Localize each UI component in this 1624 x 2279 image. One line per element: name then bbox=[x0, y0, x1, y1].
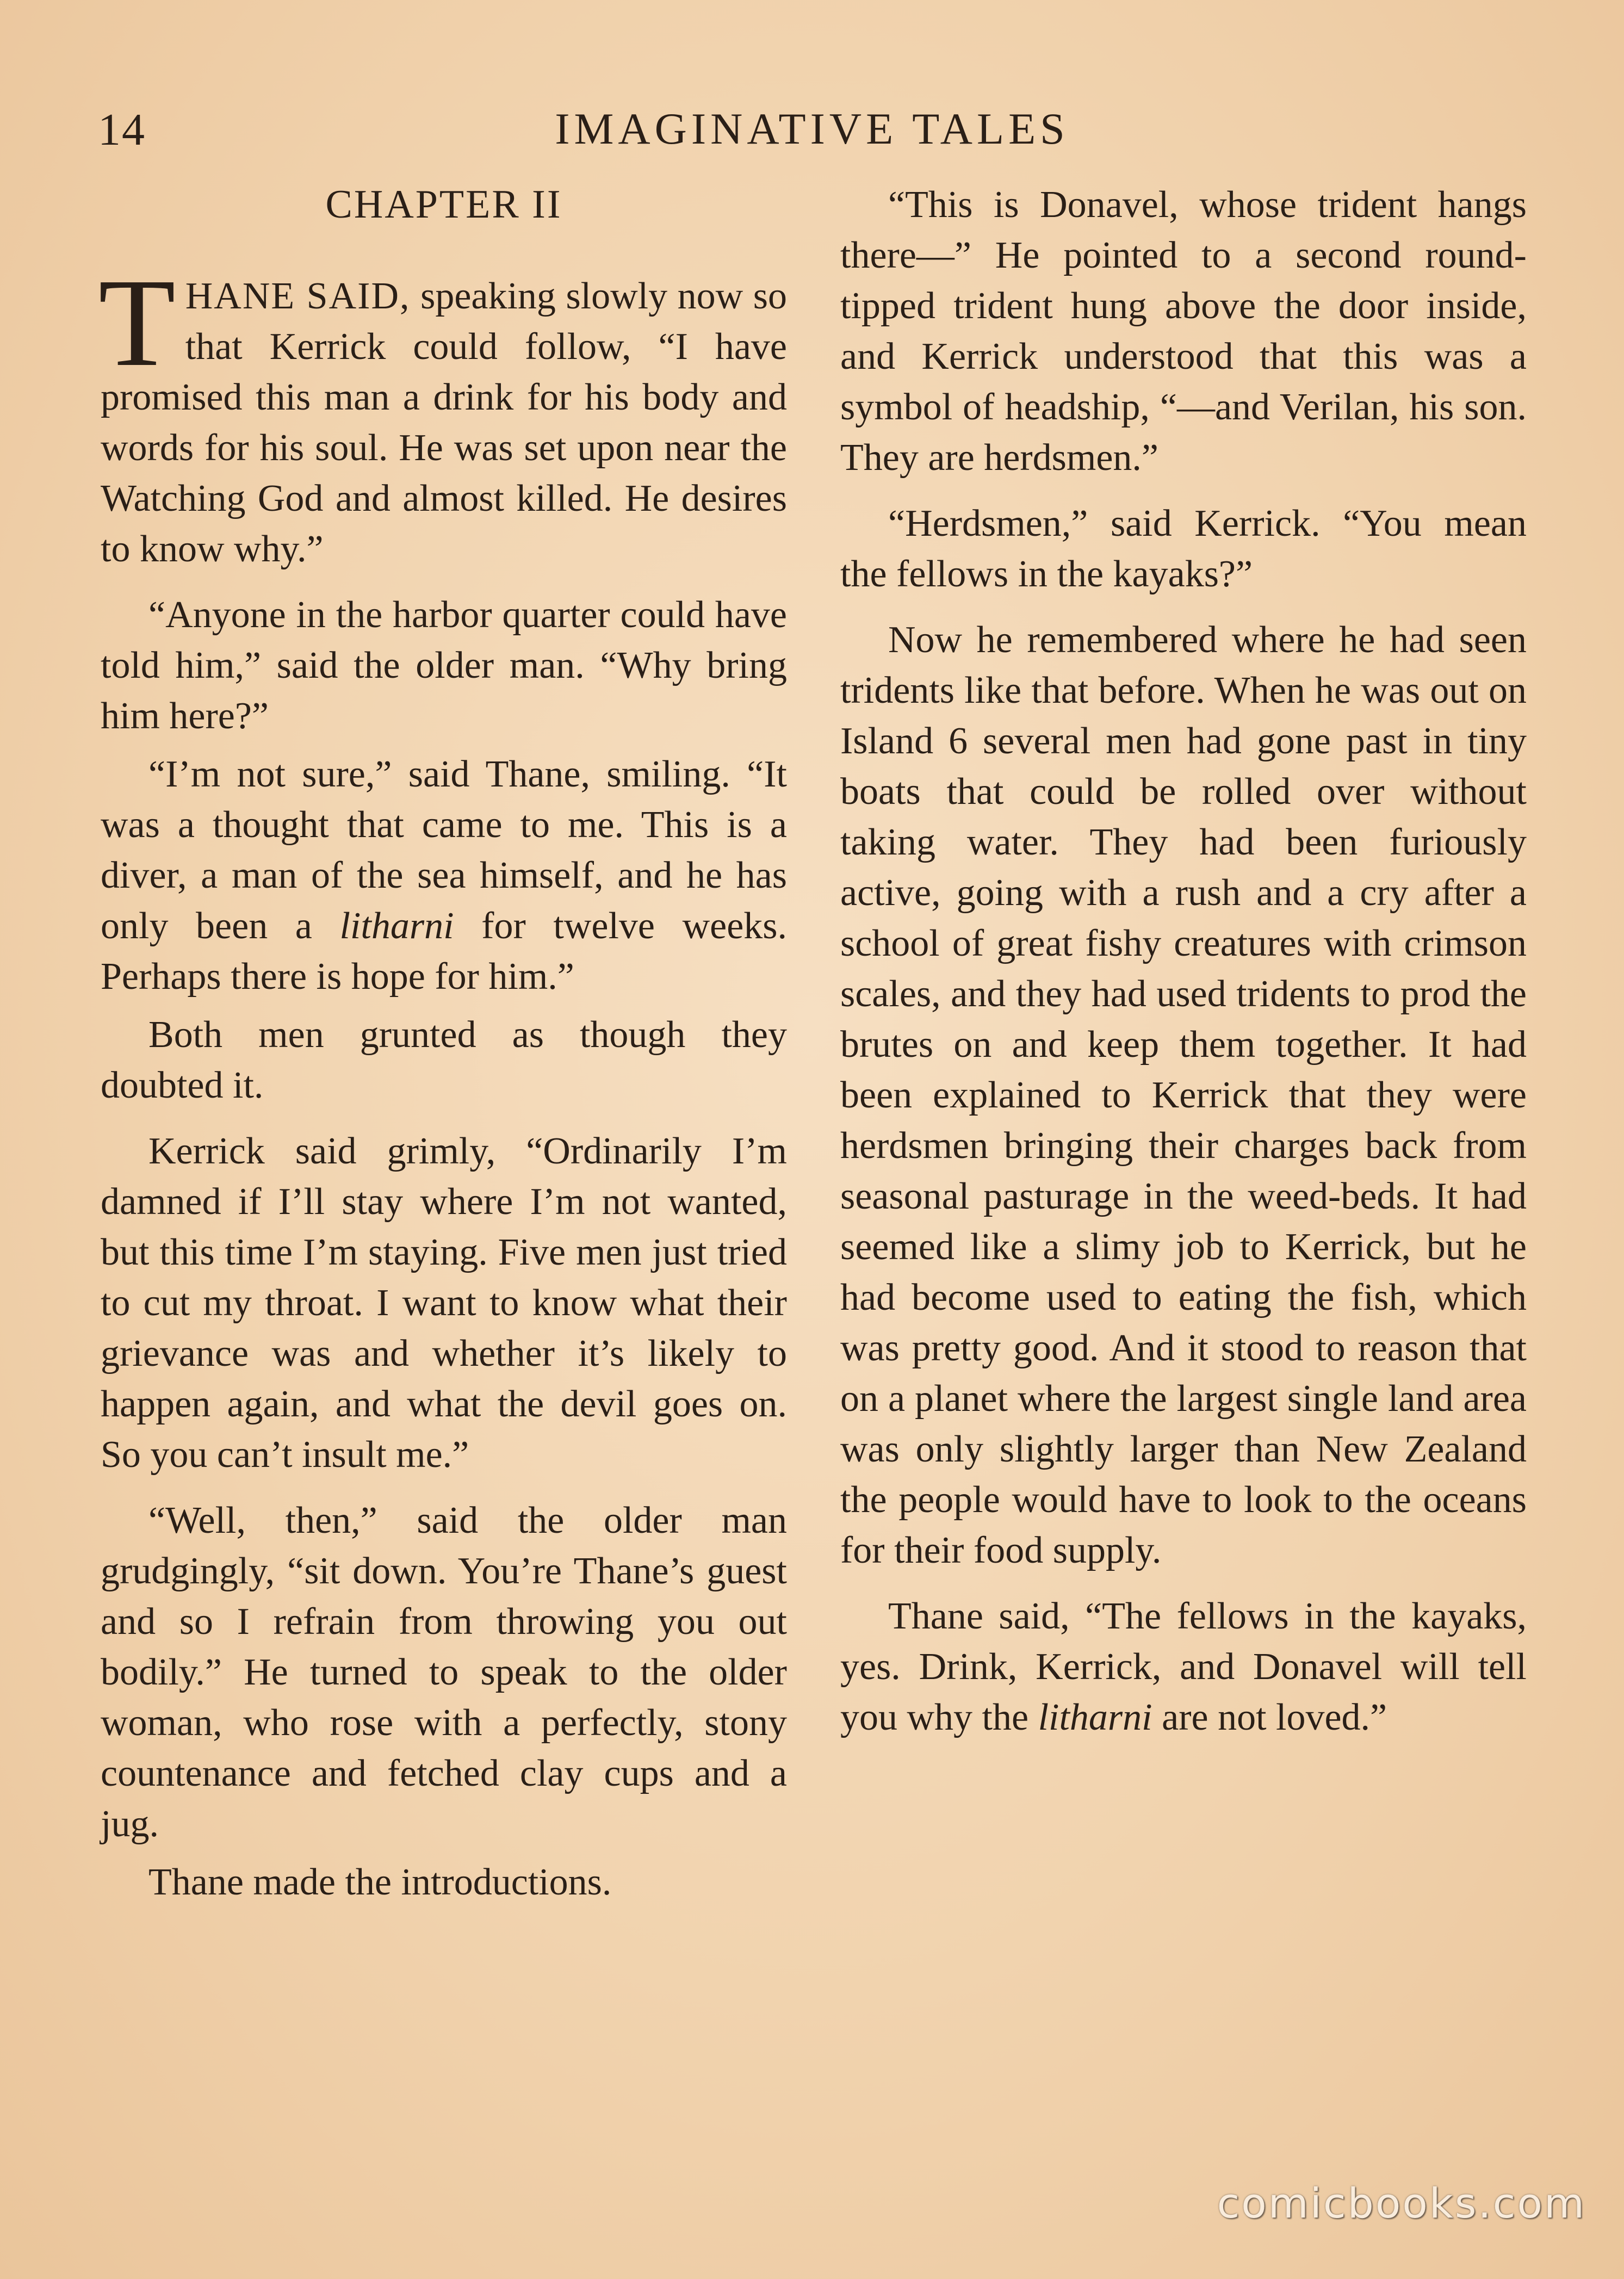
paragraph-text: Thane said, “The fellows in the kayaks, yes. Drink, Kerrick, and Donavel will tell you why the bbox=[840, 1595, 1527, 1738]
paragraph: Both men grunted as though they doubted it. bbox=[101, 1014, 787, 1106]
italic-term: litharni bbox=[339, 905, 454, 947]
running-title: IMAGINATIVE TALES bbox=[555, 104, 1069, 153]
paragraph bbox=[101, 749, 787, 1002]
paragraph: “Anyone in the harbor quarter could have told him,” said the older man. “Why bring him here?” bbox=[101, 594, 787, 737]
drop-cap: T bbox=[98, 253, 176, 393]
paragraph: Thane made the introductions. bbox=[148, 1861, 612, 1903]
italic-term: litharni bbox=[1038, 1696, 1152, 1738]
page-number: 14 bbox=[98, 104, 146, 155]
source-watermark: comicbooks.com bbox=[1217, 2179, 1586, 2227]
paragraph: Kerrick said grimly, “Ordinarily I’m damned if I’ll stay where I’m not wanted, but this time I’m staying. Five men just tried to cut my throat. I want to know what their grievance was and whether it’s likely to happen again, and what the devil goes on. So you can’t insult me.” bbox=[101, 1130, 787, 1476]
paragraph-opening bbox=[98, 253, 788, 574]
left-column bbox=[98, 179, 788, 1915]
paragraph: Now he remembered where he had seen tridents like that before. When he was out on Island 6 several men had gone past in tiny boats that could be rolled over without taking water. They had been furiously active, going with a rush and a cry after a school of great fishy creatures with crimson scales, and they had used tridents to prod the brutes on and keep them together. It had been explained to Kerrick that they were herdsmen bringing their charges back from seasonal pasturage in the weed-beds. It had seemed like a slimy job to Kerrick, but he had become used to eating the fish, which was pretty good. And it stood to reason that on a planet where the largest single land area was only slightly larger than New Zealand the people would have to look to the oceans for their food supply. bbox=[840, 619, 1527, 1571]
paragraph-text: “I’m not sure,” said Thane, smiling. “It was a thought that came to me. This is a diver, a man of the sea himself, and he has only been a bbox=[101, 753, 787, 947]
paragraph: “This is Donavel, whose trident hangs there—” He pointed to a second round-tipped trident hung above the door inside, and Kerrick understood that this was a symbol of headship, “—and Verilan, his son. They are herdsmen.” bbox=[840, 184, 1527, 479]
paragraph: “Well, then,” said the older man grudgingly, “sit down. You’re Thane’s guest and so I refrain from throwing you out bodily.” He turned to speak to the older woman, who rose with a perfectly, stony countenance and fetched clay cups and a jug. bbox=[101, 1500, 787, 1845]
right-column bbox=[840, 179, 1527, 1750]
paragraph-text: for twelve weeks. Perhaps there is hope for him.” bbox=[101, 905, 787, 998]
opening-small-caps: HANE SAID, bbox=[185, 275, 411, 317]
page-header bbox=[0, 103, 1624, 163]
paragraph-text: speaking slowly now so that Kerrick could follow, “I have promised this man a drink for his body and words for his soul. He was set upon near the Watching God and almost killed. He desires to know why.” bbox=[101, 275, 788, 570]
paragraph bbox=[840, 1591, 1527, 1743]
paragraph-text: are not loved.” bbox=[1152, 1696, 1387, 1738]
paragraph: “Herdsmen,” said Kerrick. “You mean the fellows in the kayaks?” bbox=[840, 503, 1527, 595]
chapter-heading: CHAPTER II bbox=[325, 182, 562, 227]
